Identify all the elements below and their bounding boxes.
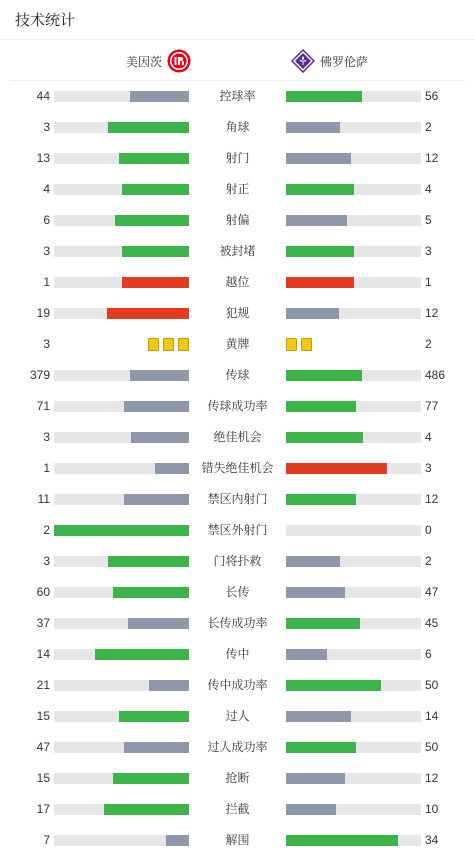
away-bar-fill bbox=[286, 215, 347, 226]
home-bar-fill bbox=[130, 91, 189, 102]
away-bar-track bbox=[286, 525, 421, 536]
away-value: 10 bbox=[425, 802, 439, 816]
home-bar-fill bbox=[128, 618, 189, 629]
away-value: 14 bbox=[425, 709, 439, 723]
away-value: 45 bbox=[425, 616, 439, 630]
stat-row bbox=[0, 577, 475, 608]
home-bar-track bbox=[54, 649, 189, 660]
away-bar-track bbox=[286, 432, 421, 443]
home-value: 3 bbox=[43, 120, 50, 134]
home-bar-fill bbox=[113, 587, 189, 598]
home-value: 71 bbox=[36, 399, 50, 413]
away-value: 486 bbox=[425, 368, 446, 382]
home-value: 15 bbox=[36, 709, 50, 723]
away-bar-fill bbox=[286, 835, 398, 846]
away-bar-track bbox=[286, 618, 421, 629]
stat-label: 解围 bbox=[225, 833, 250, 847]
stat-row bbox=[0, 825, 475, 856]
stats-header bbox=[0, 0, 475, 40]
stat-label: 射门 bbox=[225, 151, 250, 165]
away-bar-track bbox=[286, 246, 421, 257]
away-bar-fill bbox=[286, 587, 345, 598]
yellow-card-icon bbox=[148, 338, 159, 351]
stat-row bbox=[0, 267, 475, 298]
stat-row bbox=[0, 143, 475, 174]
away-bar-track bbox=[286, 773, 421, 784]
stat-label: 射正 bbox=[225, 182, 250, 196]
away-yellow-cards bbox=[286, 338, 312, 351]
away-bar-fill bbox=[286, 308, 339, 319]
home-bar-fill bbox=[122, 246, 190, 257]
home-bar-fill bbox=[107, 308, 189, 319]
stat-label: 抢断 bbox=[225, 771, 250, 785]
stat-row bbox=[0, 236, 475, 267]
stat-row bbox=[0, 81, 475, 112]
stat-label: 角球 bbox=[225, 120, 250, 134]
home-value: 19 bbox=[36, 306, 50, 320]
away-bar-fill bbox=[286, 184, 354, 195]
stat-label: 传中 bbox=[225, 647, 250, 661]
away-bar-fill bbox=[286, 277, 354, 288]
away-bar-track bbox=[286, 494, 421, 505]
away-bar-track bbox=[286, 308, 421, 319]
stat-label: 禁区内射门 bbox=[207, 492, 268, 506]
stat-label: 越位 bbox=[225, 275, 250, 289]
page-title: 技术统计 bbox=[15, 12, 76, 29]
away-bar-fill bbox=[286, 742, 356, 753]
stat-label: 射偏 bbox=[225, 213, 250, 227]
stat-label: 绝佳机会 bbox=[213, 430, 262, 444]
home-bar-track bbox=[54, 680, 189, 691]
stat-row bbox=[0, 701, 475, 732]
away-bar-fill bbox=[286, 91, 362, 102]
stat-label: 过人成功率 bbox=[207, 740, 268, 754]
home-bar-fill bbox=[104, 804, 189, 815]
away-bar-fill bbox=[286, 618, 360, 629]
away-bar-track bbox=[286, 370, 421, 381]
away-bar-track bbox=[286, 215, 421, 226]
away-bar-track bbox=[286, 463, 421, 474]
home-bar-track bbox=[54, 277, 189, 288]
away-bar-fill bbox=[286, 711, 351, 722]
away-bar-fill bbox=[286, 556, 340, 567]
home-value: 2 bbox=[43, 523, 50, 537]
away-value: 12 bbox=[425, 151, 439, 165]
away-bar-track bbox=[286, 680, 421, 691]
home-bar-fill bbox=[155, 463, 189, 474]
away-bar-fill bbox=[286, 246, 354, 257]
yellow-card-icon bbox=[301, 338, 312, 351]
stat-label: 传球 bbox=[225, 368, 250, 382]
away-bar-track bbox=[286, 401, 421, 412]
away-team-name: 佛罗伦萨 bbox=[320, 54, 369, 69]
away-bar-track bbox=[286, 91, 421, 102]
home-value: 1 bbox=[43, 275, 50, 289]
home-bar-fill bbox=[122, 184, 190, 195]
away-bar-fill bbox=[286, 401, 356, 412]
home-value: 11 bbox=[37, 492, 50, 506]
away-value: 6 bbox=[425, 647, 432, 661]
home-value: 15 bbox=[36, 771, 50, 785]
away-bar-track bbox=[286, 556, 421, 567]
home-bar-fill bbox=[119, 711, 189, 722]
away-bar-track bbox=[286, 153, 421, 164]
stat-label: 传球成功率 bbox=[207, 399, 268, 413]
home-value: 14 bbox=[36, 647, 50, 661]
home-bar-track bbox=[54, 711, 189, 722]
home-value: 17 bbox=[36, 802, 50, 816]
home-bar-track bbox=[54, 91, 189, 102]
home-bar-fill bbox=[115, 215, 189, 226]
away-bar-fill bbox=[286, 153, 351, 164]
away-value: 2 bbox=[425, 554, 432, 568]
stat-row bbox=[0, 670, 475, 701]
home-value: 44 bbox=[36, 89, 50, 103]
away-value: 50 bbox=[425, 740, 439, 754]
away-bar-track bbox=[286, 835, 421, 846]
home-value: 3 bbox=[43, 337, 50, 351]
away-bar-track bbox=[286, 184, 421, 195]
home-value: 6 bbox=[43, 213, 50, 227]
stat-label: 长传成功率 bbox=[207, 616, 268, 630]
home-bar-track bbox=[54, 773, 189, 784]
home-team-name: 美因茨 bbox=[126, 54, 163, 69]
yellow-card-icon bbox=[286, 338, 297, 351]
away-value: 50 bbox=[425, 678, 439, 692]
away-bar-fill bbox=[286, 773, 345, 784]
home-bar-track bbox=[54, 804, 189, 815]
away-bar-fill bbox=[286, 494, 356, 505]
home-bar-fill bbox=[166, 835, 189, 846]
away-bar-track bbox=[286, 711, 421, 722]
mainz-logo-icon bbox=[167, 49, 191, 73]
away-bar-fill bbox=[286, 432, 363, 443]
stat-row bbox=[0, 298, 475, 329]
home-value: 13 bbox=[36, 151, 50, 165]
home-bar-track bbox=[54, 556, 189, 567]
home-bar-track bbox=[54, 308, 189, 319]
home-bar-track bbox=[54, 184, 189, 195]
home-value: 3 bbox=[43, 554, 50, 568]
home-bar-fill bbox=[124, 494, 189, 505]
away-bar-fill bbox=[286, 122, 340, 133]
stat-label: 长传 bbox=[225, 585, 250, 599]
home-value: 7 bbox=[43, 833, 50, 847]
home-bar-track bbox=[54, 432, 189, 443]
away-bar-fill bbox=[286, 370, 362, 381]
home-bar-fill bbox=[130, 370, 189, 381]
home-bar-fill bbox=[54, 525, 189, 536]
stats-list bbox=[0, 81, 475, 856]
stat-row bbox=[0, 329, 475, 360]
home-value: 3 bbox=[43, 244, 50, 258]
away-value: 12 bbox=[425, 306, 439, 320]
home-bar-fill bbox=[124, 742, 189, 753]
stat-row bbox=[0, 608, 475, 639]
home-bar-track bbox=[54, 618, 189, 629]
away-value: 77 bbox=[425, 399, 439, 413]
home-value: 1 bbox=[43, 461, 50, 475]
stat-row bbox=[0, 422, 475, 453]
home-bar-fill bbox=[113, 773, 189, 784]
home-value: 3 bbox=[43, 430, 50, 444]
stat-label: 控球率 bbox=[219, 89, 256, 103]
away-value: 12 bbox=[425, 492, 439, 506]
stat-row bbox=[0, 484, 475, 515]
away-bar-fill bbox=[286, 649, 327, 660]
away-bar-fill bbox=[286, 680, 381, 691]
home-bar-fill bbox=[122, 277, 190, 288]
home-bar-fill bbox=[108, 556, 189, 567]
stat-row bbox=[0, 360, 475, 391]
home-bar-track bbox=[54, 153, 189, 164]
away-value: 2 bbox=[425, 337, 432, 351]
home-value: 37 bbox=[36, 616, 50, 630]
home-yellow-cards bbox=[148, 338, 189, 351]
away-value: 4 bbox=[425, 182, 432, 196]
home-bar-track bbox=[54, 463, 189, 474]
home-bar-track bbox=[54, 215, 189, 226]
home-bar-track bbox=[54, 494, 189, 505]
home-value: 379 bbox=[29, 368, 50, 382]
home-bar-track bbox=[54, 525, 189, 536]
away-value: 3 bbox=[425, 244, 432, 258]
away-bar-track bbox=[286, 122, 421, 133]
away-bar-track bbox=[286, 649, 421, 660]
home-bar-track bbox=[54, 742, 189, 753]
home-bar-fill bbox=[149, 680, 190, 691]
home-bar-track bbox=[54, 835, 189, 846]
home-value: 60 bbox=[36, 585, 50, 599]
stat-label: 禁区外射门 bbox=[207, 523, 268, 537]
fiorentina-logo-icon bbox=[291, 49, 315, 73]
stat-row bbox=[0, 763, 475, 794]
stat-row bbox=[0, 794, 475, 825]
home-bar-fill bbox=[108, 122, 189, 133]
away-bar-track bbox=[286, 277, 421, 288]
stat-label: 过人 bbox=[225, 709, 250, 723]
away-value: 47 bbox=[425, 585, 439, 599]
yellow-card-icon bbox=[178, 338, 189, 351]
away-value: 12 bbox=[425, 771, 439, 785]
stat-label: 犯规 bbox=[225, 306, 250, 320]
home-value: 4 bbox=[43, 182, 50, 196]
stat-row bbox=[0, 453, 475, 484]
home-bar-track bbox=[54, 122, 189, 133]
home-bar-track bbox=[54, 370, 189, 381]
away-bar-fill bbox=[286, 463, 387, 474]
home-bar-track bbox=[54, 587, 189, 598]
home-team[interactable] bbox=[126, 49, 191, 73]
stat-row bbox=[0, 546, 475, 577]
away-value: 56 bbox=[425, 89, 439, 103]
stat-label: 黄牌 bbox=[225, 337, 250, 351]
away-bar-track bbox=[286, 587, 421, 598]
home-bar-fill bbox=[119, 153, 189, 164]
home-value: 47 bbox=[36, 740, 50, 754]
stat-row bbox=[0, 391, 475, 422]
away-value: 4 bbox=[425, 430, 432, 444]
home-bar-track bbox=[54, 401, 189, 412]
stat-label: 被封堵 bbox=[219, 244, 256, 258]
teams-row bbox=[10, 40, 465, 81]
stat-label: 传中成功率 bbox=[207, 678, 268, 692]
home-bar-fill bbox=[131, 432, 189, 443]
home-value: 21 bbox=[36, 678, 50, 692]
stat-row bbox=[0, 174, 475, 205]
stat-row bbox=[0, 732, 475, 763]
home-bar-track bbox=[54, 246, 189, 257]
away-bar-track bbox=[286, 742, 421, 753]
away-bar-fill bbox=[286, 804, 336, 815]
away-value: 2 bbox=[425, 120, 432, 134]
away-value: 0 bbox=[425, 523, 432, 537]
away-value: 3 bbox=[425, 461, 432, 475]
stat-row bbox=[0, 515, 475, 546]
home-bar-fill bbox=[124, 401, 189, 412]
away-value: 1 bbox=[425, 275, 432, 289]
stat-row bbox=[0, 112, 475, 143]
away-team[interactable] bbox=[291, 49, 368, 73]
stat-row bbox=[0, 639, 475, 670]
stat-label: 门将扑救 bbox=[213, 554, 262, 568]
home-bar-fill bbox=[95, 649, 190, 660]
away-value: 5 bbox=[425, 213, 432, 227]
stat-label: 拦截 bbox=[225, 802, 250, 816]
away-value: 34 bbox=[425, 833, 439, 847]
stat-row bbox=[0, 205, 475, 236]
away-bar-track bbox=[286, 804, 421, 815]
yellow-card-icon bbox=[163, 338, 174, 351]
stat-label: 错失绝佳机会 bbox=[201, 461, 274, 475]
